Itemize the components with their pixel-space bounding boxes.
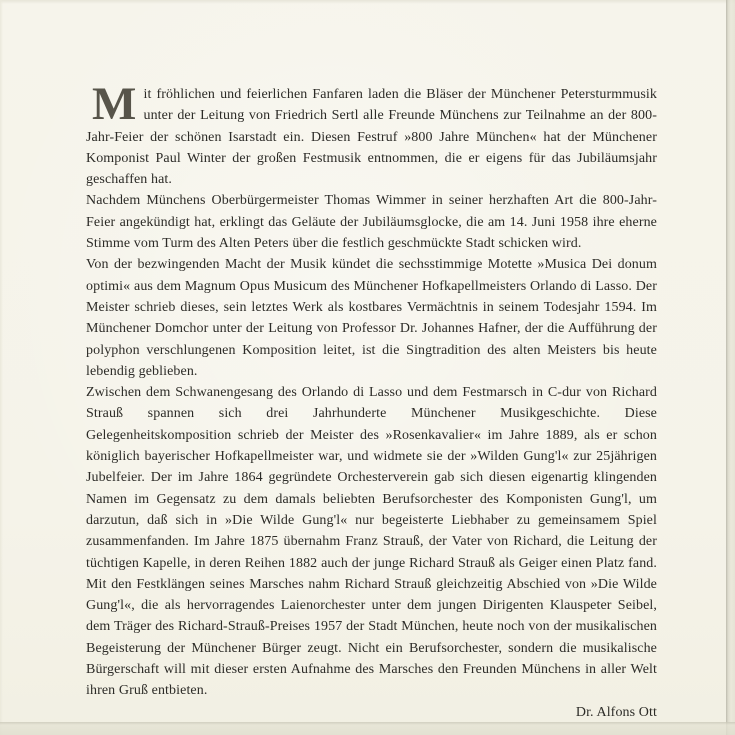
paper-edge-right <box>726 0 735 735</box>
paragraph-richard-strauss: Zwischen dem Schwanengesang des Orlando di Lasso und dem Festmarsch in C-dur von Richard Strauß spannen sich drei Jahrhunderte Münchener Musikgeschichte. Diese Gelegenheitskomposition schrieb der Meister des »Rosenkavalier« im Jahre 1889, als er schon königlich bayerischer Hofkapellmeister war, und widmete sie der »Wilden Gung'l« zur 25jährigen Jubelfeier. Der im Jahre 1864 gegründete Orchesterverein gab sich diesen eigenartig klingenden Namen im Gegensatz zu dem damals beliebten Berufsorchester des Komponisten Gung'l, um darzutun, daß sich in »Die Wilde Gung'l« nur begeisterte Liebhaber zu gemeinsamem Spiel zusammenfanden. Im Jahre 1875 übernahm Franz Strauß, der Vater von Richard, die Leitung der tüchtigen Kapelle, in deren Reihen 1882 auch der junge Richard Strauß als Geiger einen Platz fand. Mit den Festklängen seines Marsches nahm Richard Strauß gleichzeitig Abschied von »Die Wilde Gung'l«, die als hervorragendes Laienorchester unter dem jungen Dirigenten Klauspeter Seibel, dem Träger des Richard-Strauß-Preises 1957 der Stadt München, heute noch von der musikalischen Begeisterung der Münchener Bürger zeugt. Nicht ein Berufsorchester, sondern die musikalische Bürgerschaft will mit dieser ersten Aufnahme des Marsches den Freunden Münchens in aller Welt ihren Gruß entbieten. <box>86 385 657 699</box>
paragraph-intro-text: it fröhlichen und feierlichen Fanfaren laden die Bläser der Münchener Petersturmmusik unter der Leitung von Friedrich Sertl alle Freunde Münchens zur Teilnahme an der 800-Jahr-Feier der schönen Isarstadt ein. Diesen Festruf »800 Jahre München« hat der Münchener Komponist Paul Winter der großen Festmusik entnommen, die er eigens für das Jubiläumsjahr geschaffen hat. <box>86 87 657 188</box>
liner-notes-text-block <box>86 78 657 723</box>
author-signature: Dr. Alfons Ott <box>575 704 657 720</box>
paper-edge-bottom <box>0 722 735 735</box>
drop-cap-letter: M <box>92 78 137 130</box>
paragraph-orlando-di-lasso: Von der bezwingenden Macht der Musik kündet die sechsstimmige Motette »Musica Dei donum optimi« aus dem Magnum Opus Musicum des Münchener Hofkapellmeisters Orlando di Lasso. Der Meister schrieb dieses, sein letztes Werk als kostbares Vermächtnis in seinem Todesjahr 1594. Im Münchener Domchor unter der Leitung von Professor Dr. Johannes Hafner, der die Aufführung der polyphon verschlungenen Komposition leitet, ist die Singtradition des alten Meisters bis heute lebendig geblieben. <box>86 257 657 379</box>
paper-edge-top <box>0 0 735 4</box>
paragraph-intro <box>86 78 657 190</box>
paragraph-jubilaeumsglocke: Nachdem Münchens Oberbürgermeister Thomas Wimmer in seiner herzhaften Art die 800-Jahr-Feier angekündigt hat, erklingt das Geläute der Jubiläumsglocke, die am 14. Juni 1958 ihre eherne Stimme vom Turm des Alten Peters über die festlich geschmückte Stadt schicken wird. <box>86 193 657 252</box>
paper-edge-left <box>0 0 3 735</box>
